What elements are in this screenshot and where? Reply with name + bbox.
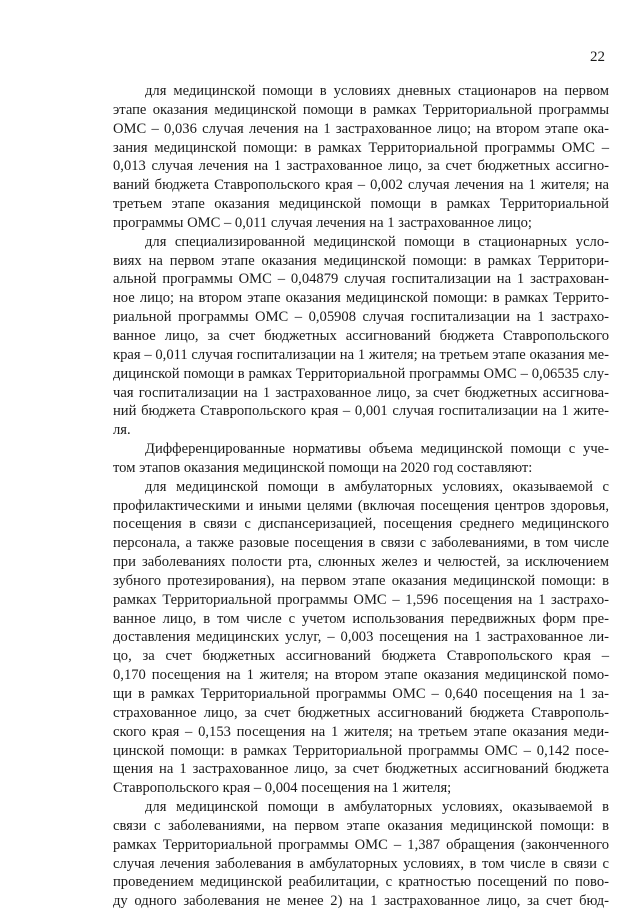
text-line: Дифференцированные нормативы объема медицинской помощи с уче- bbox=[145, 441, 609, 458]
text-line: чая госпитализации на 1 застрахованное лицо, за счет бюджетных ассигнова- bbox=[113, 384, 609, 401]
text-line: зубного протезирования), на первом этапе оказания медицинской помощи: в bbox=[113, 572, 609, 589]
text-line: ваний бюджета Ставропольского края – 0,002 случая лечения на 1 жителя; на bbox=[113, 177, 609, 194]
text-line: ского края – 0,153 посещения на 1 жителя; на третьем этапе оказания меди- bbox=[113, 723, 609, 740]
text-line: ванное лицо, в том числе с учетом использования передвижных форм пре- bbox=[113, 610, 609, 627]
text-line: третьем этапе оказания медицинской помощи в рамках Территориальной bbox=[113, 196, 609, 213]
text-line: при заболеваниях полости рта, слюнных желез и челюстей, за исключением bbox=[113, 554, 609, 571]
text-line: 0,013 случая лечения на 1 застрахованное лицо, за счет бюджетных ассигно- bbox=[113, 158, 609, 175]
text-line: профилактическими и иными целями (включая посещения центров здоровья, bbox=[113, 497, 609, 514]
text-line: Ставропольского края – 0,004 посещения на 1 жителя; bbox=[113, 780, 452, 797]
text-line: риальной программы ОМС – 0,05908 случая госпитализации на 1 застрахо- bbox=[113, 309, 609, 326]
paragraph-specialized-inpatient bbox=[113, 233, 609, 440]
text-line: зания медицинской помощи: в рамках Территориальной программы ОМС – bbox=[113, 139, 609, 156]
text-line: 0,170 посещения на 1 жителя; на втором этапе оказания медицинской помо- bbox=[113, 667, 609, 684]
paragraph-day-hospital bbox=[113, 82, 609, 233]
document-body bbox=[113, 82, 609, 911]
text-line: ванное лицо, за счет бюджетных ассигнований бюджета Ставропольского bbox=[113, 327, 609, 344]
text-line: альной программы ОМС – 0,04879 случая госпитализации на 1 застрахован- bbox=[113, 271, 609, 288]
text-line: проведением медицинской реабилитации, с кратностью посещений по пово- bbox=[113, 874, 609, 891]
text-line: виях на первом этапе оказания медицинской помощи: в рамках Территори- bbox=[113, 252, 609, 269]
text-line: программы ОМС – 0,011 случая лечения на 1 застрахованное лицо; bbox=[113, 214, 532, 231]
text-line: ОМС – 0,036 случая лечения на 1 застрахованное лицо; на втором этапе ока- bbox=[113, 120, 609, 137]
text-line: для медицинской помощи в амбулаторных условиях, оказываемой с bbox=[145, 478, 609, 495]
text-line: щи в рамках Территориальной программы ОМС – 0,640 посещения на 1 за- bbox=[113, 686, 609, 702]
text-line: этапе оказания медицинской помощи в рамках Территориальной программы bbox=[113, 101, 609, 118]
text-line: для специализированной медицинской помощи в стационарных усло- bbox=[145, 233, 609, 250]
text-line: страхованное лицо, за счет бюджетных ассигнований бюджета Ставрополь- bbox=[113, 704, 609, 721]
text-line: для медицинской помощи в амбулаторных условиях, оказываемой в bbox=[145, 799, 609, 816]
text-line: ду одного заболевания не менее 2) на 1 застрахованное лицо, за счет бюд- bbox=[113, 893, 609, 910]
text-line: цо, за счет бюджетных ассигнований бюджета Ставропольского края – bbox=[113, 648, 609, 665]
text-line: ний бюджета Ставропольского края – 0,001 случая госпитализации на 1 жите- bbox=[113, 403, 609, 420]
text-line: края – 0,011 случая госпитализации на 1 жителя; на третьем этапе оказания ме- bbox=[113, 346, 609, 363]
text-line: случая лечения заболевания в амбулаторных условиях, в том числе в связи с bbox=[113, 855, 609, 872]
text-line: ное лицо; на втором этапе оказания медицинской помощи: в рамках Террито- bbox=[113, 290, 609, 307]
paragraph-outpatient-diseases bbox=[113, 798, 609, 911]
paragraph-outpatient-preventive bbox=[113, 478, 609, 798]
text-line: рамках Территориальной программы ОМС – 1,596 посещения на 1 застрахо- bbox=[113, 591, 609, 608]
page-number: 22 bbox=[590, 49, 605, 65]
text-line: дицинской помощи в рамках Территориальной программы ОМС – 0,06535 слу- bbox=[113, 365, 609, 382]
text-line: рамках Территориальной программы ОМС – 1,387 обращения (законченного bbox=[113, 836, 609, 853]
text-line: доставления медицинских услуг, – 0,003 посещения на 1 застрахованное ли- bbox=[113, 629, 609, 646]
text-line: связи с заболеваниями, на первом этапе оказания медицинской помощи: в bbox=[113, 817, 609, 834]
text-line: цинской помощи: в рамках Территориальной программы ОМС – 0,142 посе- bbox=[113, 742, 609, 759]
text-line: ля. bbox=[113, 422, 131, 439]
text-line: персонала, а также разовые посещения в связи с заболеваниями, в том числе bbox=[113, 535, 609, 552]
text-line: щения на 1 застрахованное лицо, за счет бюджетных ассигнований бюджета bbox=[113, 761, 609, 778]
text-line: для медицинской помощи в условиях дневных стационаров на первом bbox=[145, 83, 609, 99]
paragraph-differentiated-norms bbox=[113, 440, 609, 478]
text-line: том этапов оказания медицинской помощи на 2020 год составляют: bbox=[113, 459, 533, 476]
text-line: посещения в связи с диспансеризацией, посещения среднего медицинского bbox=[113, 516, 609, 533]
